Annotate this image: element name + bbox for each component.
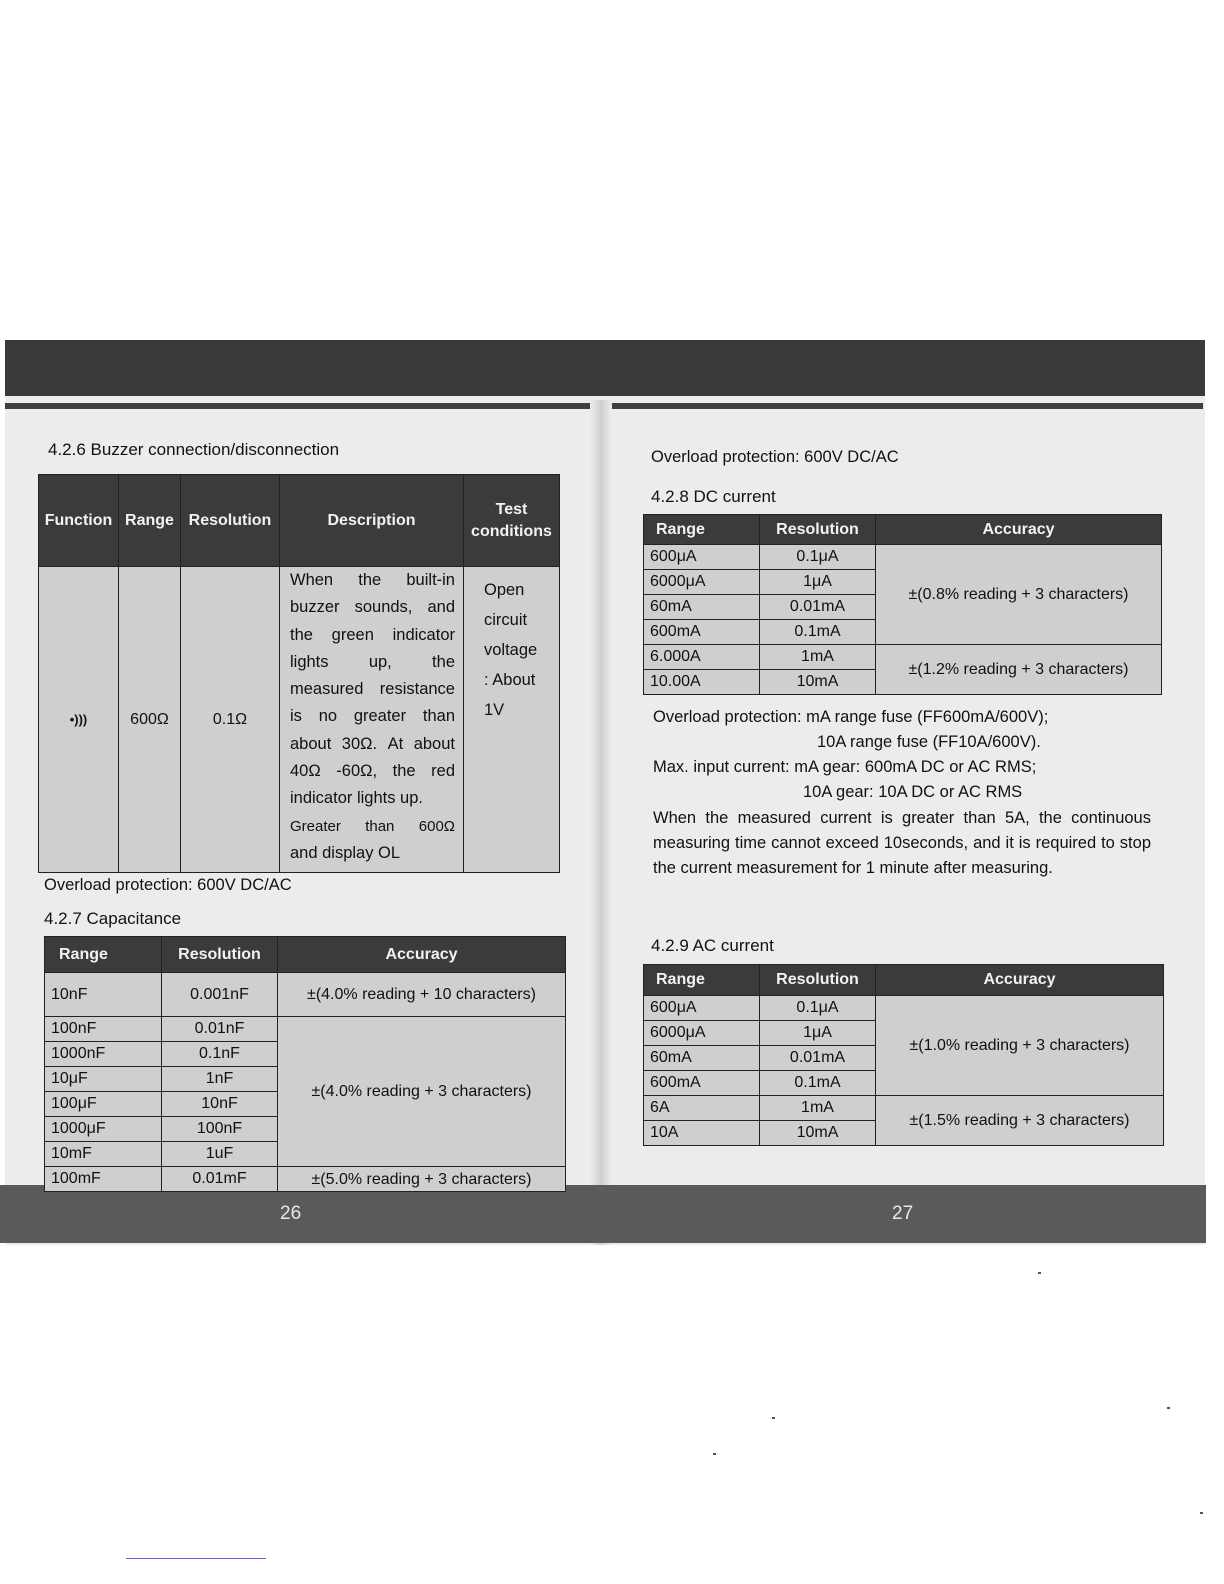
header-test-conditions: Test conditions [464,475,560,567]
ac-range: 600mA [644,1071,760,1096]
dc-resolution: 0.1mA [760,620,876,645]
page-number-right: 27 [892,1203,914,1224]
buzzer-heading: 4.2.6 Buzzer connection/disconnection [48,440,340,459]
dc-header-resolution: Resolution [760,515,876,545]
ac-range: 6000μA [644,1021,760,1046]
scan-speck [1167,1407,1170,1409]
description-line: buzzer sounds, and [290,598,455,617]
dc-current-table [643,514,1162,695]
cap-resolution: 1nF [162,1067,278,1092]
description-line: measured resistance [290,680,455,699]
scan-speck [713,1453,716,1455]
buzzer-resolution-cell: 0.1Ω [181,567,280,873]
header-function: Function [39,475,119,567]
buzzer-table [38,474,560,873]
header-resolution: Resolution [181,475,280,567]
ac-resolution: 1μA [760,1021,876,1046]
ac-resolution: 0.1mA [760,1071,876,1096]
scan-underline [126,1558,266,1559]
cap-range: 10mF [45,1142,162,1167]
cap-range: 1000μF [45,1117,162,1142]
condition-line: : About [484,671,536,689]
cap-header-resolution: Resolution [162,937,278,973]
ac-accuracy-2: ±(1.5% reading + 3 characters) [876,1096,1164,1146]
header-band [5,340,1205,396]
dc-current-heading: 4.2.8 DC current [651,487,776,506]
page-number-left: 26 [280,1203,302,1224]
cap-range: 10nF [45,973,162,1017]
description-line: indicator lights up. [290,789,423,808]
dc-resolution: 1μA [760,570,876,595]
dc-range: 6.000A [644,645,760,670]
ac-header-resolution: Resolution [760,965,876,996]
dc-resolution: 1mA [760,645,876,670]
dc-accuracy-2: ±(1.2% reading + 3 characters) [876,645,1162,695]
ac-range: 60mA [644,1046,760,1071]
ac-resolution: 10mA [760,1121,876,1146]
buzzer-icon: •))) [69,711,88,727]
buzzer-conditions-cell [464,567,560,873]
dc-note-line4: 10A gear: 10A DC or AC RMS [803,783,1023,801]
description-line: 40Ω -60Ω, the red [290,762,455,781]
ac-header-accuracy: Accuracy [876,965,1164,996]
cap-range: 100mF [45,1167,162,1192]
description-line: When the built-in [290,571,455,589]
cap-accuracy-1: ±(4.0% reading + 10 characters) [278,973,566,1017]
footer-band [0,1185,1206,1243]
dc-header-accuracy: Accuracy [876,515,1162,545]
condition-line: circuit [484,611,528,629]
description-line: the green indicator [290,625,455,644]
dc-resolution: 0.1μA [760,545,876,570]
ac-current-heading: 4.2.9 AC current [651,936,774,955]
dc-resolution: 10mA [760,670,876,695]
description-line: lights up, the [290,652,455,671]
book-spine [590,400,612,1245]
ac-header-range: Range [644,965,760,996]
condition-line: 1V [484,701,505,719]
dc-range: 600mA [644,620,760,645]
cap-resolution: 0.01mF [162,1167,278,1192]
cap-range: 100μF [45,1092,162,1117]
ac-range: 10A [644,1121,760,1146]
cap-resolution: 0.01nF [162,1017,278,1042]
scan-speck [1038,1272,1041,1274]
dc-range: 60mA [644,595,760,620]
cap-header-range: Range [45,937,162,973]
buzzer-function-cell [39,567,119,873]
dc-note-line2: 10A range fuse (FF10A/600V). [817,733,1041,751]
dc-accuracy-1: ±(0.8% reading + 3 characters) [876,545,1162,645]
description-line: and display OL [290,843,401,862]
cap-accuracy-2: ±(4.0% reading + 3 characters) [278,1017,566,1167]
capacitance-table [44,936,566,1192]
cap-resolution: 1uF [162,1142,278,1167]
dc-range: 6000μA [644,570,760,595]
ac-resolution: 0.1μA [760,996,876,1021]
dc-note-line3: Max. input current: mA gear: 600mA DC or AC RMS; [653,758,1037,776]
capacitance-heading: 4.2.7 Capacitance [44,909,182,928]
cap-accuracy-3: ±(5.0% reading + 3 characters) [278,1167,566,1192]
cap-header-accuracy: Accuracy [278,937,566,973]
ac-accuracy-1: ±(1.0% reading + 3 characters) [876,996,1164,1096]
scan-speck [772,1417,775,1419]
description-line: Greater than 600Ω [290,817,455,835]
cap-resolution: 0.1nF [162,1042,278,1067]
dc-resolution: 0.01mA [760,595,876,620]
header-description: Description [280,475,464,567]
header-range: Range [119,475,181,567]
cap-resolution: 0.001nF [162,973,278,1017]
dc-note-paragraph: When the measured current is greater than 5A, the continuous measuring time cannot exceed 10seconds, and it is required to stop the current measurement for 1 minute after measuring. [653,809,1151,877]
cap-range: 10μF [45,1067,162,1092]
cap-resolution: 10nF [162,1092,278,1117]
cap-resolution: 100nF [162,1117,278,1142]
ac-range: 6A [644,1096,760,1121]
scan-speck [1200,1512,1203,1514]
buzzer-range-cell: 600Ω [119,567,181,873]
cap-range: 100nF [45,1017,162,1042]
buzzer-overload-note: Overload protection: 600V DC/AC [44,876,292,894]
dc-range: 600μA [644,545,760,570]
ac-range: 600μA [644,996,760,1021]
ac-resolution: 0.01mA [760,1046,876,1071]
condition-line: Open [484,581,525,599]
dc-range: 10.00A [644,670,760,695]
condition-line: voltage [484,641,538,659]
overload-top-note: Overload protection: 600V DC/AC [651,448,899,466]
ac-resolution: 1mA [760,1096,876,1121]
cap-range: 1000nF [45,1042,162,1067]
buzzer-description-cell [280,567,464,873]
description-line: is no greater than [290,707,455,726]
description-line: about 30Ω. At about [290,734,455,753]
dc-note-line1: Overload protection: mA range fuse (FF600mA/600V); [653,708,1049,726]
dc-header-range: Range [644,515,760,545]
ac-current-table [643,964,1164,1146]
